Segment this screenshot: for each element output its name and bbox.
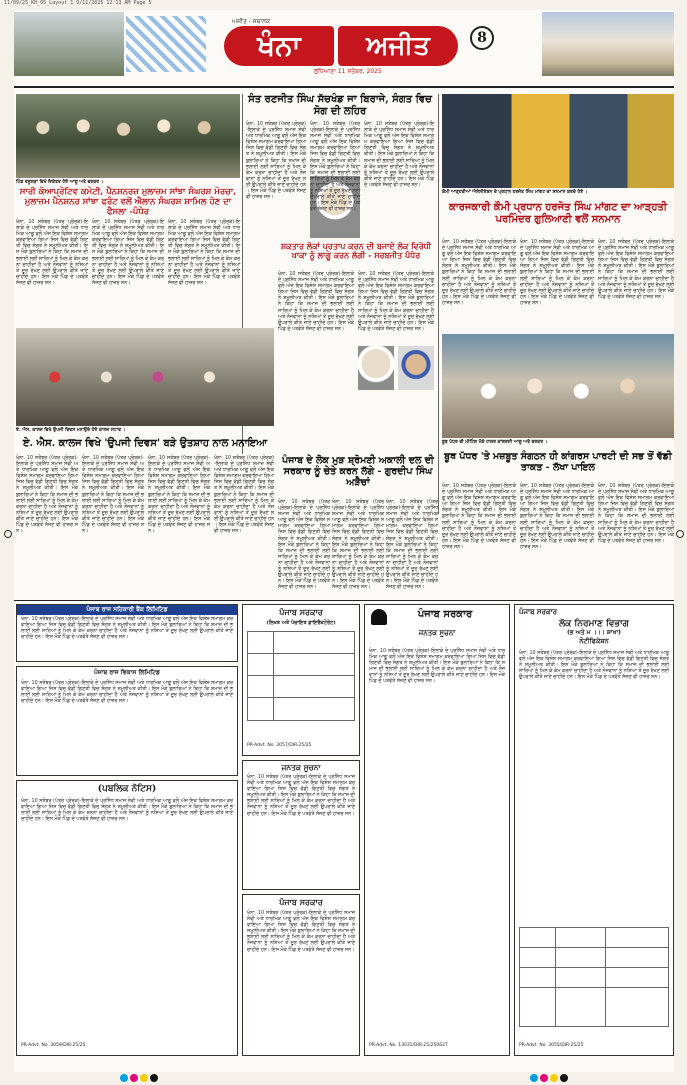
caption-college-hall: ਏ. ਐਸ. ਕਾਲਜ ਵਿਖੇ ਉਪਜੀ ਦਿਵਸ ਮਨਾਉਂਦੇ ਹੋਏ ਕਾਲਜ ਸਟਾਫ । bbox=[16, 428, 126, 433]
ad-janatak-mid-title: ਜਨਤਕ ਸੂਚਨਾ bbox=[281, 763, 321, 772]
table-line bbox=[519, 947, 669, 948]
registration-mark bbox=[676, 530, 684, 538]
text-sabhi-col1: ਖੰਨਾ, 10 ਸਤੰਬਰ (ਪੱਤਰ ਪ੍ਰੇਰਕ)-ਇਲਾਕੇ ਦੇ ਪ੍ਰਸਿੱਧ ਸਮਾਜ ਸੇਵੀ ਅਤੇ ਧਾਰਮਿਕ ਆਗੂ ਵਲੋਂ ਅੱਜ ਇਕ ਵਿਸ਼ੇਸ਼ ਸਮਾਗਮ ਕਰਵਾਇਆ ਗਿਆ ਜਿਸ ਵਿਚ ਵੱਡੀ ਗਿਣਤੀ ਵਿਚ ਸੰਗਤ ਨੇ ਸ਼ਮੂਲੀਅਤ ਕੀਤੀ। ਇਸ ਮੌਕੇ ਬੁਲਾਰਿਆਂ ਨੇ ਕਿਹਾ ਕਿ ਸਮਾਜ ਦੀ ਭਲਾਈ ਲਈ ਸਾਰਿਆਂ ਨੂੰ ਮਿਲ ਕੇ ਕੰਮ ਕਰਨਾ ਚਾਹੀਦਾ ਹੈ ਅਤੇ ਨੌਜਵਾਨਾਂ ਨੂੰ ਨਸ਼ਿਆਂ ਤੋਂ ਦੂਰ ਰੱਖਣ ਲਈ ਉਪਰਾਲੇ ਕੀਤੇ ਜਾਣੇ ਚਾਹੀਦੇ ਹਨ। ਇਸ ਮੌਕੇ ਪਿੰਡ ਦੇ ਪਤਵੰਤੇ ਸੱਜਣ ਵੀ ਹਾਜ਼ਰ ਸਨ। bbox=[16, 220, 88, 286]
ad-vikas bbox=[16, 666, 238, 776]
headline-booth: ਬੂਥ ਪੱਧਰ 'ਤੇ ਮਜ਼ਬੂਤ ਸੰਗਠਨ ਹੀ ਕਾਂਗਰਸ ਪਾਰਟੀ ਦੀ ਸਭ ਤੋਂ ਵੱਡੀ ਤਾਕਤ - ਲੱਖਾ ਪਾਇਲ bbox=[444, 451, 672, 473]
photo-portrait-a bbox=[358, 346, 394, 390]
ad-vikas-title: ਪੰਜਾਬ ਰਾਜ ਵਿਕਾਸ ਲਿਮਿਟਿਡ bbox=[94, 669, 160, 676]
caption-congress-group: ਬੂਥ ਪੱਧਰ ਦੀ ਮੀਟਿੰਗ ਮੌਕੇ ਹਾਜ਼ਰ ਕਾਂਗਰਸੀ ਆਗੂ ਅਤੇ ਵਰਕਰ । bbox=[442, 440, 548, 445]
table-line bbox=[273, 631, 274, 721]
ad-main-notice: ਜਨਤਕ ਸੂਚਨਾ bbox=[418, 628, 456, 637]
masthead-banner bbox=[214, 18, 464, 75]
text-sabhi-col2: ਖੰਨਾ, 10 ਸਤੰਬਰ (ਪੱਤਰ ਪ੍ਰੇਰਕ)-ਇਲਾਕੇ ਦੇ ਪ੍ਰਸਿੱਧ ਸਮਾਜ ਸੇਵੀ ਅਤੇ ਧਾਰਮਿਕ ਆਗੂ ਵਲੋਂ ਅੱਜ ਇਕ ਵਿਸ਼ੇਸ਼ ਸਮਾਗਮ ਕਰਵਾਇਆ ਗਿਆ ਜਿਸ ਵਿਚ ਵੱਡੀ ਗਿਣਤੀ ਵਿਚ ਸੰਗਤ ਨੇ ਸ਼ਮੂਲੀਅਤ ਕੀਤੀ। ਇਸ ਮੌਕੇ ਬੁਲਾਰਿਆਂ ਨੇ ਕਿਹਾ ਕਿ ਸਮਾਜ ਦੀ ਭਲਾਈ ਲਈ ਸਾਰਿਆਂ ਨੂੰ ਮਿਲ ਕੇ ਕੰਮ ਕਰਨਾ ਚਾਹੀਦਾ ਹੈ ਅਤੇ ਨੌਜਵਾਨਾਂ ਨੂੰ ਨਸ਼ਿਆਂ ਤੋਂ ਦੂਰ ਰੱਖਣ ਲਈ ਉਪਰਾਲੇ ਕੀਤੇ ਜਾਣੇ ਚਾਹੀਦੇ ਹਨ। ਇਸ ਮੌਕੇ ਪਿੰਡ ਦੇ ਪਤਵੰਤੇ ਸੱਜਣ ਵੀ ਹਾਜ਼ਰ ਸਨ। bbox=[92, 220, 164, 286]
color-swatch bbox=[560, 1074, 568, 1082]
table-line bbox=[605, 927, 606, 1027]
table-line bbox=[247, 653, 355, 654]
caption-shop: ਕੌਮੀ ਆੜ੍ਹਤੀਆਂ ਐਸੋਸੀਏਸ਼ਨ ਦੇ ਪ੍ਰਧਾਨ ਹਰਜੋਤ ਸਿੰਘ ਮਾਂਗਟ ਦਾ ਸਨਮਾਨ ਕਰਦੇ ਹੋਏ । bbox=[442, 190, 588, 195]
ad-lok-nirman-sub: (ਭ ਅਤੇ ਮ ।।। ਸ਼ਾਖਾ) bbox=[566, 629, 622, 636]
ad-main-text: ਖੰਨਾ, 10 ਸਤੰਬਰ (ਪੱਤਰ ਪ੍ਰੇਰਕ)-ਇਲਾਕੇ ਦੇ ਪ੍ਰਸਿੱਧ ਸਮਾਜ ਸੇਵੀ ਅਤੇ ਧਾਰਮਿਕ ਆਗੂ ਵਲੋਂ ਅੱਜ ਇਕ ਵਿਸ਼ੇਸ਼ ਸਮਾਗਮ ਕਰਵਾਇਆ ਗਿਆ ਜਿਸ ਵਿਚ ਵੱਡੀ ਗਿਣਤੀ ਵਿਚ ਸੰਗਤ ਨੇ ਸ਼ਮੂਲੀਅਤ ਕੀਤੀ। ਇਸ ਮੌਕੇ ਬੁਲਾਰਿਆਂ ਨੇ ਕਿਹਾ ਕਿ ਸਮਾਜ ਦੀ ਭਲਾਈ ਲਈ ਸਾਰਿਆਂ ਨੂੰ ਮਿਲ ਕੇ ਕੰਮ ਕਰਨਾ ਚਾਹੀਦਾ ਹੈ ਅਤੇ ਨੌਜਵਾਨਾਂ ਨੂੰ ਨਸ਼ਿਆਂ ਤੋਂ ਦੂਰ ਰੱਖਣ ਲਈ ਉਪਰਾਲੇ ਕੀਤੇ ਜਾਣੇ ਚਾਹੀਦੇ ਹਨ। ਇਸ ਮੌਕੇ ਪਿੰਡ ਦੇ ਪਤਵੰਤੇ ਸੱਜਣ ਵੀ ਹਾਜ਼ਰ ਸਨ। bbox=[369, 649, 505, 685]
ad-lok-nirman-pr: PR-Advt. No. 3055/DIR-25/25 bbox=[519, 1043, 584, 1048]
text-sant-col2: ਖੰਨਾ, 10 ਸਤੰਬਰ (ਪੱਤਰ ਪ੍ਰੇਰਕ)-ਇਲਾਕੇ ਦੇ ਪ੍ਰਸਿੱਧ ਸਮਾਜ ਸੇਵੀ ਅਤੇ ਧਾਰਮਿਕ ਆਗੂ ਵਲੋਂ ਅੱਜ ਇਕ ਵਿਸ਼ੇਸ਼ ਸਮਾਗਮ ਕਰਵਾਇਆ ਗਿਆ ਜਿਸ ਵਿਚ ਵੱਡੀ ਗਿਣਤੀ ਵਿਚ ਸੰਗਤ ਨੇ ਸ਼ਮੂਲੀਅਤ ਕੀਤੀ। ਇਸ ਮੌਕੇ ਬੁਲਾਰਿਆਂ ਨੇ ਕਿਹਾ ਕਿ ਸਮਾਜ ਦੀ ਭਲਾਈ ਲਈ ਸਾਰਿਆਂ ਨੂੰ ਮਿਲ ਕੇ ਕੰਮ ਕਰਨਾ ਚਾਹੀਦਾ ਹੈ ਅਤੇ ਨੌਜਵਾਨਾਂ ਨੂੰ ਨਸ਼ਿਆਂ ਤੋਂ ਦੂਰ ਰੱਖਣ ਲਈ ਉਪਰਾਲੇ ਕੀਤੇ ਜਾਣੇ ਚਾਹੀਦੇ ਹਨ। ਇਸ ਮੌਕੇ ਪਿੰਡ ਦੇ ਪਤਵੰਤੇ ਸੱਜਣ ਵੀ ਹਾਜ਼ਰ ਸਨ। bbox=[310, 122, 360, 213]
emblem-icon bbox=[371, 609, 387, 625]
text-akali-col2: ਖੰਨਾ, 10 ਸਤੰਬਰ (ਪੱਤਰ ਪ੍ਰੇਰਕ)-ਇਲਾਕੇ ਦੇ ਪ੍ਰਸਿੱਧ ਸਮਾਜ ਸੇਵੀ ਅਤੇ ਧਾਰਮਿਕ ਆਗੂ ਵਲੋਂ ਅੱਜ ਇਕ ਵਿਸ਼ੇਸ਼ ਸਮਾਗਮ ਕਰਵਾਇਆ ਗਿਆ ਜਿਸ ਵਿਚ ਵੱਡੀ ਗਿਣਤੀ ਵਿਚ ਸੰਗਤ ਨੇ ਸ਼ਮੂਲੀਅਤ ਕੀਤੀ। ਇਸ ਮੌਕੇ ਬੁਲਾਰਿਆਂ ਨੇ ਕਿਹਾ ਕਿ ਸਮਾਜ ਦੀ ਭਲਾਈ ਲਈ ਸਾਰਿਆਂ ਨੂੰ ਮਿਲ ਕੇ ਕੰਮ ਕਰਨਾ ਚਾਹੀਦਾ ਹੈ ਅਤੇ ਨੌਜਵਾਨਾਂ ਨੂੰ ਨਸ਼ਿਆਂ ਤੋਂ ਦੂਰ ਰੱਖਣ ਲਈ ਉਪਰਾਲੇ ਕੀਤੇ ਜਾਣੇ ਚਾਹੀਦੇ ਹਨ। ਇਸ ਮੌਕੇ ਪਿੰਡ ਦੇ ਪਤਵੰਤੇ ਸੱਜਣ ਵੀ ਹਾਜ਼ਰ ਸਨ। bbox=[332, 500, 384, 591]
text-sant-col3: ਖੰਨਾ, 10 ਸਤੰਬਰ (ਪੱਤਰ ਪ੍ਰੇਰਕ)-ਇਲਾਕੇ ਦੇ ਪ੍ਰਸਿੱਧ ਸਮਾਜ ਸੇਵੀ ਅਤੇ ਧਾਰਮਿਕ ਆਗੂ ਵਲੋਂ ਅੱਜ ਇਕ ਵਿਸ਼ੇਸ਼ ਸਮਾਗਮ ਕਰਵਾਇਆ ਗਿਆ ਜਿਸ ਵਿਚ ਵੱਡੀ ਗਿਣਤੀ ਵਿਚ ਸੰਗਤ ਨੇ ਸ਼ਮੂਲੀਅਤ ਕੀਤੀ। ਇਸ ਮੌਕੇ ਬੁਲਾਰਿਆਂ ਨੇ ਕਿਹਾ ਕਿ ਸਮਾਜ ਦੀ ਭਲਾਈ ਲਈ ਸਾਰਿਆਂ ਨੂੰ ਮਿਲ ਕੇ ਕੰਮ ਕਰਨਾ ਚਾਹੀਦਾ ਹੈ ਅਤੇ ਨੌਜਵਾਨਾਂ ਨੂੰ ਨਸ਼ਿਆਂ ਤੋਂ ਦੂਰ ਰੱਖਣ ਲਈ ਉਪਰਾਲੇ ਕੀਤੇ ਜਾਣੇ ਚਾਹੀਦੇ ਹਨ। ਇਸ ਮੌਕੇ ਪਿੰਡ ਦੇ ਪਤਵੰਤੇ ਸੱਜਣ ਵੀ ਹਾਜ਼ਰ ਸਨ। bbox=[364, 122, 434, 188]
photo-congress-group bbox=[442, 334, 674, 438]
headline-sant: ਸੰਤ ਰਣਜੀਤ ਸਿੰਘ ਸੱਚਖੰਡ ਜਾ ਬਿਰਾਜੇ, ਸੰਗਤ ਵਿਚ ਸੋਗ ਦੀ ਲਹਿਰ bbox=[248, 94, 432, 117]
ad-punjab-sarkar-main bbox=[364, 604, 510, 1056]
table-line bbox=[247, 697, 355, 698]
ad-punjab-sarkar-low bbox=[242, 894, 360, 1056]
ad-janatak-mid bbox=[242, 760, 360, 890]
ad-punjab-sarkar-mid-title: ਪੰਜਾਬ ਸਰਕਾਰ bbox=[279, 607, 323, 617]
text-shakar-col2: ਖੰਨਾ, 10 ਸਤੰਬਰ (ਪੱਤਰ ਪ੍ਰੇਰਕ)-ਇਲਾਕੇ ਦੇ ਪ੍ਰਸਿੱਧ ਸਮਾਜ ਸੇਵੀ ਅਤੇ ਧਾਰਮਿਕ ਆਗੂ ਵਲੋਂ ਅੱਜ ਇਕ ਵਿਸ਼ੇਸ਼ ਸਮਾਗਮ ਕਰਵਾਇਆ ਗਿਆ ਜਿਸ ਵਿਚ ਵੱਡੀ ਗਿਣਤੀ ਵਿਚ ਸੰਗਤ ਨੇ ਸ਼ਮੂਲੀਅਤ ਕੀਤੀ। ਇਸ ਮੌਕੇ ਬੁਲਾਰਿਆਂ ਨੇ ਕਿਹਾ ਕਿ ਸਮਾਜ ਦੀ ਭਲਾਈ ਲਈ ਸਾਰਿਆਂ ਨੂੰ ਮਿਲ ਕੇ ਕੰਮ ਕਰਨਾ ਚਾਹੀਦਾ ਹੈ ਅਤੇ ਨੌਜਵਾਨਾਂ ਨੂੰ ਨਸ਼ਿਆਂ ਤੋਂ ਦੂਰ ਰੱਖਣ ਲਈ ਉਪਰਾਲੇ ਕੀਤੇ ਜਾਣੇ ਚਾਹੀਦੇ ਹਨ। ਇਸ ਮੌਕੇ ਪਿੰਡ ਦੇ ਪਤਵੰਤੇ ਸੱਜਣ ਵੀ ਹਾਜ਼ਰ ਸਨ। bbox=[358, 272, 434, 332]
ad-public-notice-title: (ਪਬਲਿਕ ਨੋਟਿਸ) bbox=[97, 784, 157, 794]
ad-main-title: ਪੰਜਾਬ ਸਰਕਾਰ bbox=[417, 609, 473, 620]
masthead-small-text: ਅਜੀਤ - ਸਥਾਨਕ bbox=[232, 18, 271, 25]
text-college-col3: ਖੰਨਾ, 10 ਸਤੰਬਰ (ਪੱਤਰ ਪ੍ਰੇਰਕ)-ਇਲਾਕੇ ਦੇ ਪ੍ਰਸਿੱਧ ਸਮਾਜ ਸੇਵੀ ਅਤੇ ਧਾਰਮਿਕ ਆਗੂ ਵਲੋਂ ਅੱਜ ਇਕ ਵਿਸ਼ੇਸ਼ ਸਮਾਗਮ ਕਰਵਾਇਆ ਗਿਆ ਜਿਸ ਵਿਚ ਵੱਡੀ ਗਿਣਤੀ ਵਿਚ ਸੰਗਤ ਨੇ ਸ਼ਮੂਲੀਅਤ ਕੀਤੀ। ਇਸ ਮੌਕੇ ਬੁਲਾਰਿਆਂ ਨੇ ਕਿਹਾ ਕਿ ਸਮਾਜ ਦੀ ਭਲਾਈ ਲਈ ਸਾਰਿਆਂ ਨੂੰ ਮਿਲ ਕੇ ਕੰਮ ਕਰਨਾ ਚਾਹੀਦਾ ਹੈ ਅਤੇ ਨੌਜਵਾਨਾਂ ਨੂੰ ਨਸ਼ਿਆਂ ਤੋਂ ਦੂਰ ਰੱਖਣ ਲਈ ਉਪਰਾਲੇ ਕੀਤੇ ਜਾਣੇ ਚਾਹੀਦੇ ਹਨ। ਇਸ ਮੌਕੇ ਪਿੰਡ ਦੇ ਪਤਵੰਤੇ ਸੱਜਣ ਵੀ ਹਾਜ਼ਰ ਸਨ। bbox=[148, 456, 210, 535]
text-booth-col1: ਖੰਨਾ, 10 ਸਤੰਬਰ (ਪੱਤਰ ਪ੍ਰੇਰਕ)-ਇਲਾਕੇ ਦੇ ਪ੍ਰਸਿੱਧ ਸਮਾਜ ਸੇਵੀ ਅਤੇ ਧਾਰਮਿਕ ਆਗੂ ਵਲੋਂ ਅੱਜ ਇਕ ਵਿਸ਼ੇਸ਼ ਸਮਾਗਮ ਕਰਵਾਇਆ ਗਿਆ ਜਿਸ ਵਿਚ ਵੱਡੀ ਗਿਣਤੀ ਵਿਚ ਸੰਗਤ ਨੇ ਸ਼ਮੂਲੀਅਤ ਕੀਤੀ। ਇਸ ਮੌਕੇ ਬੁਲਾਰਿਆਂ ਨੇ ਕਿਹਾ ਕਿ ਸਮਾਜ ਦੀ ਭਲਾਈ ਲਈ ਸਾਰਿਆਂ ਨੂੰ ਮਿਲ ਕੇ ਕੰਮ ਕਰਨਾ ਚਾਹੀਦਾ ਹੈ ਅਤੇ ਨੌਜਵਾਨਾਂ ਨੂੰ ਨਸ਼ਿਆਂ ਤੋਂ ਦੂਰ ਰੱਖਣ ਲਈ ਉਪਰਾਲੇ ਕੀਤੇ ਜਾਣੇ ਚਾਹੀਦੇ ਹਨ। ਇਸ ਮੌਕੇ ਪਿੰਡ ਦੇ ਪਤਵੰਤੇ ਸੱਜਣ ਵੀ ਹਾਜ਼ਰ ਸਨ। bbox=[442, 484, 516, 550]
ad-vikas-text: ਖੰਨਾ, 10 ਸਤੰਬਰ (ਪੱਤਰ ਪ੍ਰੇਰਕ)-ਇਲਾਕੇ ਦੇ ਪ੍ਰਸਿੱਧ ਸਮਾਜ ਸੇਵੀ ਅਤੇ ਧਾਰਮਿਕ ਆਗੂ ਵਲੋਂ ਅੱਜ ਇਕ ਵਿਸ਼ੇਸ਼ ਸਮਾਗਮ ਕਰਵਾਇਆ ਗਿਆ ਜਿਸ ਵਿਚ ਵੱਡੀ ਗਿਣਤੀ ਵਿਚ ਸੰਗਤ ਨੇ ਸ਼ਮੂਲੀਅਤ ਕੀਤੀ। ਇਸ ਮੌਕੇ ਬੁਲਾਰਿਆਂ ਨੇ ਕਿਹਾ ਕਿ ਸਮਾਜ ਦੀ ਭਲਾਈ ਲਈ ਸਾਰਿਆਂ ਨੂੰ ਮਿਲ ਕੇ ਕੰਮ ਕਰਨਾ ਚਾਹੀਦਾ ਹੈ ਅਤੇ ਨੌਜਵਾਨਾਂ ਨੂੰ ਨਸ਼ਿਆਂ ਤੋਂ ਦੂਰ ਰੱਖਣ ਲਈ ਉਪਰਾਲੇ ਕੀਤੇ ਜਾਣੇ ਚਾਹੀਦੇ ਹਨ। ਇਸ ਮੌਕੇ ਪਿੰਡ ਦੇ ਪਤਵੰਤੇ ਸੱਜਣ ਵੀ ਹਾਜ਼ਰ ਸਨ। bbox=[21, 681, 233, 705]
text-sabhi-col3: ਖੰਨਾ, 10 ਸਤੰਬਰ (ਪੱਤਰ ਪ੍ਰੇਰਕ)-ਇਲਾਕੇ ਦੇ ਪ੍ਰਸਿੱਧ ਸਮਾਜ ਸੇਵੀ ਅਤੇ ਧਾਰਮਿਕ ਆਗੂ ਵਲੋਂ ਅੱਜ ਇਕ ਵਿਸ਼ੇਸ਼ ਸਮਾਗਮ ਕਰਵਾਇਆ ਗਿਆ ਜਿਸ ਵਿਚ ਵੱਡੀ ਗਿਣਤੀ ਵਿਚ ਸੰਗਤ ਨੇ ਸ਼ਮੂਲੀਅਤ ਕੀਤੀ। ਇਸ ਮੌਕੇ ਬੁਲਾਰਿਆਂ ਨੇ ਕਿਹਾ ਕਿ ਸਮਾਜ ਦੀ ਭਲਾਈ ਲਈ ਸਾਰਿਆਂ ਨੂੰ ਮਿਲ ਕੇ ਕੰਮ ਕਰਨਾ ਚਾਹੀਦਾ ਹੈ ਅਤੇ ਨੌਜਵਾਨਾਂ ਨੂੰ ਨਸ਼ਿਆਂ ਤੋਂ ਦੂਰ ਰੱਖਣ ਲਈ ਉਪਰਾਲੇ ਕੀਤੇ ਜਾਣੇ ਚਾਹੀਦੇ ਹਨ। ਇਸ ਮੌਕੇ ਪਿੰਡ ਦੇ ਪਤਵੰਤੇ ਸੱਜਣ ਵੀ ਹਾਜ਼ਰ ਸਨ। bbox=[168, 220, 240, 286]
ad-lok-nirman bbox=[514, 604, 674, 1056]
ad-janatak-mid-text: ਖੰਨਾ, 10 ਸਤੰਬਰ (ਪੱਤਰ ਪ੍ਰੇਰਕ)-ਇਲਾਕੇ ਦੇ ਪ੍ਰਸਿੱਧ ਸਮਾਜ ਸੇਵੀ ਅਤੇ ਧਾਰਮਿਕ ਆਗੂ ਵਲੋਂ ਅੱਜ ਇਕ ਵਿਸ਼ੇਸ਼ ਸਮਾਗਮ ਕਰਵਾਇਆ ਗਿਆ ਜਿਸ ਵਿਚ ਵੱਡੀ ਗਿਣਤੀ ਵਿਚ ਸੰਗਤ ਨੇ ਸ਼ਮੂਲੀਅਤ ਕੀਤੀ। ਇਸ ਮੌਕੇ ਬੁਲਾਰਿਆਂ ਨੇ ਕਿਹਾ ਕਿ ਸਮਾਜ ਦੀ ਭਲਾਈ ਲਈ ਸਾਰਿਆਂ ਨੂੰ ਮਿਲ ਕੇ ਕੰਮ ਕਰਨਾ ਚਾਹੀਦਾ ਹੈ ਅਤੇ ਨੌਜਵਾਨਾਂ ਨੂੰ ਨਸ਼ਿਆਂ ਤੋਂ ਦੂਰ ਰੱਖਣ ਲਈ ਉਪਰਾਲੇ ਕੀਤੇ ਜਾਣੇ ਚਾਹੀਦੇ ਹਨ। ਇਸ ਮੌਕੇ ਪਿੰਡ ਦੇ ਪਤਵੰਤੇ ਸੱਜਣ ਵੀ ਹਾਜ਼ਰ ਸਨ। bbox=[247, 775, 355, 817]
headline-sabhi: ਸਾਰੀ ਕੋਆਪ੍ਰੇਟਿਵ ਕਮੇਟੀ, ਪੈਨਸ਼ਨਰਜ਼ ਮੁਲਾਜ਼ਮ ਸਾਂਝਾ ਸੰਘਰਸ਼ ਮੋਰਚਾ, ਮੁਲਾਜ਼ਮ ਪੈਨਸ਼ਨਰ ਸਾਂਝਾ ਫਰੰਟ ਵਲੋਂ ਐਲਾਨ ਸੰਘਰਸ਼ ਸ਼ਾਮਿਲ ਹੋਣ ਦਾ ਫੈਸਲਾ -ਪੰਧੇਰ bbox=[19, 187, 237, 217]
divider bbox=[438, 94, 439, 514]
ad-sahkari-title: ਪੰਜਾਬ ਰਾਜ ਸਹਿਕਾਰੀ ਬੈਂਕ ਲਿਮਿਟਿਡ bbox=[17, 605, 237, 615]
ad-lok-table bbox=[519, 927, 669, 1027]
table-line bbox=[555, 927, 556, 1027]
color-swatch bbox=[540, 1074, 548, 1082]
page-number: 8 bbox=[470, 26, 494, 50]
ad-public-notice-pr: PR-Advt. No. 3059/DIR-25/25 bbox=[21, 1043, 86, 1048]
text-college-col2: ਖੰਨਾ, 10 ਸਤੰਬਰ (ਪੱਤਰ ਪ੍ਰੇਰਕ)-ਇਲਾਕੇ ਦੇ ਪ੍ਰਸਿੱਧ ਸਮਾਜ ਸੇਵੀ ਅਤੇ ਧਾਰਮਿਕ ਆਗੂ ਵਲੋਂ ਅੱਜ ਇਕ ਵਿਸ਼ੇਸ਼ ਸਮਾਗਮ ਕਰਵਾਇਆ ਗਿਆ ਜਿਸ ਵਿਚ ਵੱਡੀ ਗਿਣਤੀ ਵਿਚ ਸੰਗਤ ਨੇ ਸ਼ਮੂਲੀਅਤ ਕੀਤੀ। ਇਸ ਮੌਕੇ ਬੁਲਾਰਿਆਂ ਨੇ ਕਿਹਾ ਕਿ ਸਮਾਜ ਦੀ ਭਲਾਈ ਲਈ ਸਾਰਿਆਂ ਨੂੰ ਮਿਲ ਕੇ ਕੰਮ ਕਰਨਾ ਚਾਹੀਦਾ ਹੈ ਅਤੇ ਨੌਜਵਾਨਾਂ ਨੂੰ ਨਸ਼ਿਆਂ ਤੋਂ ਦੂਰ ਰੱਖਣ ਲਈ ਉਪਰਾਲੇ ਕੀਤੇ ਜਾਣੇ ਚਾਹੀਦੇ ਹਨ। ਇਸ ਮੌਕੇ ਪਿੰਡ ਦੇ ਪਤਵੰਤੇ ਸੱਜਣ ਵੀ ਹਾਜ਼ਰ ਸਨ। bbox=[82, 456, 144, 535]
ad-main-pr: PR-Advt. No. 13031/DIR-25/250627 bbox=[369, 1043, 448, 1048]
masthead-photo-left bbox=[14, 12, 124, 76]
ad-lok-nirman-gov: ਪੰਜਾਬ ਸਰਕਾਰ bbox=[519, 607, 558, 616]
ad-lok-nirman-text: ਖੰਨਾ, 10 ਸਤੰਬਰ (ਪੱਤਰ ਪ੍ਰੇਰਕ)-ਇਲਾਕੇ ਦੇ ਪ੍ਰਸਿੱਧ ਸਮਾਜ ਸੇਵੀ ਅਤੇ ਧਾਰਮਿਕ ਆਗੂ ਵਲੋਂ ਅੱਜ ਇਕ ਵਿਸ਼ੇਸ਼ ਸਮਾਗਮ ਕਰਵਾਇਆ ਗਿਆ ਜਿਸ ਵਿਚ ਵੱਡੀ ਗਿਣਤੀ ਵਿਚ ਸੰਗਤ ਨੇ ਸ਼ਮੂਲੀਅਤ ਕੀਤੀ। ਇਸ ਮੌਕੇ ਬੁਲਾਰਿਆਂ ਨੇ ਕਿਹਾ ਕਿ ਸਮਾਜ ਦੀ ਭਲਾਈ ਲਈ ਸਾਰਿਆਂ ਨੂੰ ਮਿਲ ਕੇ ਕੰਮ ਕਰਨਾ ਚਾਹੀਦਾ ਹੈ ਅਤੇ ਨੌਜਵਾਨਾਂ ਨੂੰ ਨਸ਼ਿਆਂ ਤੋਂ ਦੂਰ ਰੱਖਣ ਲਈ ਉਪਰਾਲੇ ਕੀਤੇ ਜਾਣੇ ਚਾਹੀਦੇ ਹਨ। ਇਸ ਮੌਕੇ ਪਿੰਡ ਦੇ ਪਤਵੰਤੇ ਸੱਜਣ ਵੀ ਹਾਜ਼ਰ ਸਨ। bbox=[519, 651, 669, 681]
masthead-rule bbox=[14, 86, 674, 88]
color-swatch bbox=[140, 1074, 148, 1082]
photo-portrait-b bbox=[398, 346, 434, 390]
ad-mid-pr: PR-Advt. No. 3057/DIR-25/25 bbox=[247, 743, 312, 748]
headline-as-college: ਏ. ਐਸ. ਕਾਲਜ ਵਿਖੇ 'ਉਪਜੀ ਦਿਵਸ' ਬੜੇ ਉਤਸ਼ਾਹ ਨਾਲ ਮਨਾਇਆ bbox=[22, 438, 268, 449]
ad-public-notice bbox=[16, 780, 238, 1056]
text-akali-col1: ਖੰਨਾ, 10 ਸਤੰਬਰ (ਪੱਤਰ ਪ੍ਰੇਰਕ)-ਇਲਾਕੇ ਦੇ ਪ੍ਰਸਿੱਧ ਸਮਾਜ ਸੇਵੀ ਅਤੇ ਧਾਰਮਿਕ ਆਗੂ ਵਲੋਂ ਅੱਜ ਇਕ ਵਿਸ਼ੇਸ਼ ਸਮਾਗਮ ਕਰਵਾਇਆ ਗਿਆ ਜਿਸ ਵਿਚ ਵੱਡੀ ਗਿਣਤੀ ਵਿਚ ਸੰਗਤ ਨੇ ਸ਼ਮੂਲੀਅਤ ਕੀਤੀ। ਇਸ ਮੌਕੇ ਬੁਲਾਰਿਆਂ ਨੇ ਕਿਹਾ ਕਿ ਸਮਾਜ ਦੀ ਭਲਾਈ ਲਈ ਸਾਰਿਆਂ ਨੂੰ ਮਿਲ ਕੇ ਕੰਮ ਕਰਨਾ ਚਾਹੀਦਾ ਹੈ ਅਤੇ ਨੌਜਵਾਨਾਂ ਨੂੰ ਨਸ਼ਿਆਂ ਤੋਂ ਦੂਰ ਰੱਖਣ ਲਈ ਉਪਰਾਲੇ ਕੀਤੇ ਜਾਣੇ ਚਾਹੀਦੇ ਹਨ। ਇਸ ਮੌਕੇ ਪਿੰਡ ਦੇ ਪਤਵੰਤੇ ਸੱਜਣ ਵੀ ਹਾਜ਼ਰ ਸਨ। bbox=[278, 500, 330, 591]
color-swatch bbox=[530, 1074, 538, 1082]
newspaper-page bbox=[14, 10, 674, 1072]
text-akali-col3: ਖੰਨਾ, 10 ਸਤੰਬਰ (ਪੱਤਰ ਪ੍ਰੇਰਕ)-ਇਲਾਕੇ ਦੇ ਪ੍ਰਸਿੱਧ ਸਮਾਜ ਸੇਵੀ ਅਤੇ ਧਾਰਮਿਕ ਆਗੂ ਵਲੋਂ ਅੱਜ ਇਕ ਵਿਸ਼ੇਸ਼ ਸਮਾਗਮ ਕਰਵਾਇਆ ਗਿਆ ਜਿਸ ਵਿਚ ਵੱਡੀ ਗਿਣਤੀ ਵਿਚ ਸੰਗਤ ਨੇ ਸ਼ਮੂਲੀਅਤ ਕੀਤੀ। ਇਸ ਮੌਕੇ ਬੁਲਾਰਿਆਂ ਨੇ ਕਿਹਾ ਕਿ ਸਮਾਜ ਦੀ ਭਲਾਈ ਲਈ ਸਾਰਿਆਂ ਨੂੰ ਮਿਲ ਕੇ ਕੰਮ ਕਰਨਾ ਚਾਹੀਦਾ ਹੈ ਅਤੇ ਨੌਜਵਾਨਾਂ ਨੂੰ ਨਸ਼ਿਆਂ ਤੋਂ ਦੂਰ ਰੱਖਣ ਲਈ ਉਪਰਾਲੇ ਕੀਤੇ ਜਾਣੇ ਚਾਹੀਦੇ ਹਨ। ਇਸ ਮੌਕੇ ਪਿੰਡ ਦੇ ਪਤਵੰਤੇ ਸੱਜਣ ਵੀ ਹਾਜ਼ਰ ਸਨ। bbox=[386, 500, 438, 591]
registration-mark bbox=[4, 530, 12, 538]
photo-meeting bbox=[16, 94, 240, 178]
color-swatch bbox=[150, 1074, 158, 1082]
table-line bbox=[519, 987, 669, 988]
masthead bbox=[14, 12, 674, 90]
table-line bbox=[519, 967, 669, 968]
text-booth-col3: ਖੰਨਾ, 10 ਸਤੰਬਰ (ਪੱਤਰ ਪ੍ਰੇਰਕ)-ਇਲਾਕੇ ਦੇ ਪ੍ਰਸਿੱਧ ਸਮਾਜ ਸੇਵੀ ਅਤੇ ਧਾਰਮਿਕ ਆਗੂ ਵਲੋਂ ਅੱਜ ਇਕ ਵਿਸ਼ੇਸ਼ ਸਮਾਗਮ ਕਰਵਾਇਆ ਗਿਆ ਜਿਸ ਵਿਚ ਵੱਡੀ ਗਿਣਤੀ ਵਿਚ ਸੰਗਤ ਨੇ ਸ਼ਮੂਲੀਅਤ ਕੀਤੀ। ਇਸ ਮੌਕੇ ਬੁਲਾਰਿਆਂ ਨੇ ਕਿਹਾ ਕਿ ਸਮਾਜ ਦੀ ਭਲਾਈ ਲਈ ਸਾਰਿਆਂ ਨੂੰ ਮਿਲ ਕੇ ਕੰਮ ਕਰਨਾ ਚਾਹੀਦਾ ਹੈ ਅਤੇ ਨੌਜਵਾਨਾਂ ਨੂੰ ਨਸ਼ਿਆਂ ਤੋਂ ਦੂਰ ਰੱਖਣ ਲਈ ਉਪਰਾਲੇ ਕੀਤੇ ਜਾਣੇ ਚਾਹੀਦੇ ਹਨ। ਇਸ ਮੌਕੇ ਪਿੰਡ ਦੇ ਪਤਵੰਤੇ ਸੱਜਣ ਵੀ ਹਾਜ਼ਰ ਸਨ। bbox=[598, 484, 674, 544]
color-swatch bbox=[130, 1074, 138, 1082]
text-college-col1: ਖੰਨਾ, 10 ਸਤੰਬਰ (ਪੱਤਰ ਪ੍ਰੇਰਕ)-ਇਲਾਕੇ ਦੇ ਪ੍ਰਸਿੱਧ ਸਮਾਜ ਸੇਵੀ ਅਤੇ ਧਾਰਮਿਕ ਆਗੂ ਵਲੋਂ ਅੱਜ ਇਕ ਵਿਸ਼ੇਸ਼ ਸਮਾਗਮ ਕਰਵਾਇਆ ਗਿਆ ਜਿਸ ਵਿਚ ਵੱਡੀ ਗਿਣਤੀ ਵਿਚ ਸੰਗਤ ਨੇ ਸ਼ਮੂਲੀਅਤ ਕੀਤੀ। ਇਸ ਮੌਕੇ ਬੁਲਾਰਿਆਂ ਨੇ ਕਿਹਾ ਕਿ ਸਮਾਜ ਦੀ ਭਲਾਈ ਲਈ ਸਾਰਿਆਂ ਨੂੰ ਮਿਲ ਕੇ ਕੰਮ ਕਰਨਾ ਚਾਹੀਦਾ ਹੈ ਅਤੇ ਨੌਜਵਾਨਾਂ ਨੂੰ ਨਸ਼ਿਆਂ ਤੋਂ ਦੂਰ ਰੱਖਣ ਲਈ ਉਪਰਾਲੇ ਕੀਤੇ ਜਾਣੇ ਚਾਹੀਦੇ ਹਨ। ਇਸ ਮੌਕੇ ਪਿੰਡ ਦੇ ਪਤਵੰਤੇ ਸੱਜਣ ਵੀ ਹਾਜ਼ਰ ਸਨ। bbox=[16, 456, 78, 535]
ad-sahkari-bank bbox=[16, 604, 238, 662]
ad-public-notice-text: ਖੰਨਾ, 10 ਸਤੰਬਰ (ਪੱਤਰ ਪ੍ਰੇਰਕ)-ਇਲਾਕੇ ਦੇ ਪ੍ਰਸਿੱਧ ਸਮਾਜ ਸੇਵੀ ਅਤੇ ਧਾਰਮਿਕ ਆਗੂ ਵਲੋਂ ਅੱਜ ਇਕ ਵਿਸ਼ੇਸ਼ ਸਮਾਗਮ ਕਰਵਾਇਆ ਗਿਆ ਜਿਸ ਵਿਚ ਵੱਡੀ ਗਿਣਤੀ ਵਿਚ ਸੰਗਤ ਨੇ ਸ਼ਮੂਲੀਅਤ ਕੀਤੀ। ਇਸ ਮੌਕੇ ਬੁਲਾਰਿਆਂ ਨੇ ਕਿਹਾ ਕਿ ਸਮਾਜ ਦੀ ਭਲਾਈ ਲਈ ਸਾਰਿਆਂ ਨੂੰ ਮਿਲ ਕੇ ਕੰਮ ਕਰਨਾ ਚਾਹੀਦਾ ਹੈ ਅਤੇ ਨੌਜਵਾਨਾਂ ਨੂੰ ਨਸ਼ਿਆਂ ਤੋਂ ਦੂਰ ਰੱਖਣ ਲਈ ਉਪਰਾਲੇ ਕੀਤੇ ਜਾਣੇ ਚਾਹੀਦੇ ਹਨ। ਇਸ ਮੌਕੇ ਪਿੰਡ ਦੇ ਪਤਵੰਤੇ ਸੱਜਣ ਵੀ ਹਾਜ਼ਰ ਸਨ। bbox=[21, 799, 233, 823]
photo-college-hall bbox=[16, 328, 274, 426]
text-karjkari-col2: ਖੰਨਾ, 10 ਸਤੰਬਰ (ਪੱਤਰ ਪ੍ਰੇਰਕ)-ਇਲਾਕੇ ਦੇ ਪ੍ਰਸਿੱਧ ਸਮਾਜ ਸੇਵੀ ਅਤੇ ਧਾਰਮਿਕ ਆਗੂ ਵਲੋਂ ਅੱਜ ਇਕ ਵਿਸ਼ੇਸ਼ ਸਮਾਗਮ ਕਰਵਾਇਆ ਗਿਆ ਜਿਸ ਵਿਚ ਵੱਡੀ ਗਿਣਤੀ ਵਿਚ ਸੰਗਤ ਨੇ ਸ਼ਮੂਲੀਅਤ ਕੀਤੀ। ਇਸ ਮੌਕੇ ਬੁਲਾਰਿਆਂ ਨੇ ਕਿਹਾ ਕਿ ਸਮਾਜ ਦੀ ਭਲਾਈ ਲਈ ਸਾਰਿਆਂ ਨੂੰ ਮਿਲ ਕੇ ਕੰਮ ਕਰਨਾ ਚਾਹੀਦਾ ਹੈ ਅਤੇ ਨੌਜਵਾਨਾਂ ਨੂੰ ਨਸ਼ਿਆਂ ਤੋਂ ਦੂਰ ਰੱਖਣ ਲਈ ਉਪਰਾਲੇ ਕੀਤੇ ਜਾਣੇ ਚਾਹੀਦੇ ਹਨ। ਇਸ ਮੌਕੇ ਪਿੰਡ ਦੇ ਪਤਵੰਤੇ ਸੱਜਣ ਵੀ ਹਾਜ਼ਰ ਸਨ। bbox=[520, 240, 594, 306]
caption-meeting: ਪਿੰਡ ਰਸੂਲੜਾ ਵਿਖੇ ਇਕੱਤਰ ਹੋਏ ਆਗੂ ਅਤੇ ਵਰਕਰ । bbox=[16, 180, 104, 185]
color-swatch bbox=[550, 1074, 558, 1082]
ad-punjab-sarkar-mid-sub: (ਲਿਖਤ ਅਤੇ ਪੰਚਾਇਤ ਡਾਇਰੈਕਟੋਰੇਟ) bbox=[266, 620, 336, 626]
ad-punjab-sarkar-mid bbox=[242, 604, 360, 756]
masthead-pattern bbox=[126, 16, 206, 72]
headline-karjkari: ਕਾਰਜਕਾਰੀ ਕੌਮੀ ਪ੍ਰਧਾਨ ਹਰਜੋਤ ਸਿੰਘ ਮਾਂਗਟ ਦਾ ਆੜ੍ਹਤੀ ਪਰਮਿੰਦਰ ਗੁਲਿਆਣੀ ਵਲੋਂ ਸਨਮਾਨ bbox=[449, 202, 667, 225]
masthead-ajit: ਅਜੀਤ bbox=[338, 26, 458, 66]
ad-sahkari-text: ਖੰਨਾ, 10 ਸਤੰਬਰ (ਪੱਤਰ ਪ੍ਰੇਰਕ)-ਇਲਾਕੇ ਦੇ ਪ੍ਰਸਿੱਧ ਸਮਾਜ ਸੇਵੀ ਅਤੇ ਧਾਰਮਿਕ ਆਗੂ ਵਲੋਂ ਅੱਜ ਇਕ ਵਿਸ਼ੇਸ਼ ਸਮਾਗਮ ਕਰਵਾਇਆ ਗਿਆ ਜਿਸ ਵਿਚ ਵੱਡੀ ਗਿਣਤੀ ਵਿਚ ਸੰਗਤ ਨੇ ਸ਼ਮੂਲੀਅਤ ਕੀਤੀ। ਇਸ ਮੌਕੇ ਬੁਲਾਰਿਆਂ ਨੇ ਕਿਹਾ ਕਿ ਸਮਾਜ ਦੀ ਭਲਾਈ ਲਈ ਸਾਰਿਆਂ ਨੂੰ ਮਿਲ ਕੇ ਕੰਮ ਕਰਨਾ ਚਾਹੀਦਾ ਹੈ ਅਤੇ ਨੌਜਵਾਨਾਂ ਨੂੰ ਨਸ਼ਿਆਂ ਤੋਂ ਦੂਰ ਰੱਖਣ ਲਈ ਉਪਰਾਲੇ ਕੀਤੇ ਜਾਣੇ ਚਾਹੀਦੇ ਹਨ। ਇਸ ਮੌਕੇ ਪਿੰਡ ਦੇ ਪਤਵੰਤੇ ਸੱਜਣ ਵੀ ਹਾਜ਼ਰ ਸਨ। bbox=[21, 617, 233, 641]
headline-punjab-akali: ਪੰਜਾਬ ਦੇ ਲੋਕ ਮੁੜ ਸ਼੍ਰੋਮਣੀ ਅਕਾਲੀ ਦਲ ਦੀ ਸਰਕਾਰ ਨੂੰ ਚੇਤੇ ਕਰਨ ਲੱਗੇ - ਗੁਰਦੀਪ ਸਿੰਘ ਅੜੈਚਾਂ bbox=[282, 455, 434, 488]
ad-punjab-sarkar-low-title: ਪੰਜਾਬ ਸਰਕਾਰ bbox=[279, 897, 323, 907]
headline-shakar: ਸ਼ਕਤਾਰ ਲੋਕਾਂ ਪ੍ਰਤਾਪ ਕਰਨ ਦੀ ਬਜਾਏ ਲੋਕ ਵਿਰੋਧੀ ਖਾਕਾ ਨੂੰ ਲਾਗੂ ਕਰਨ ਲੱਗੀ - ਸਰਬਜੀਤ ਪੰਧੇਰ bbox=[280, 241, 432, 261]
text-booth-col2: ਖੰਨਾ, 10 ਸਤੰਬਰ (ਪੱਤਰ ਪ੍ਰੇਰਕ)-ਇਲਾਕੇ ਦੇ ਪ੍ਰਸਿੱਧ ਸਮਾਜ ਸੇਵੀ ਅਤੇ ਧਾਰਮਿਕ ਆਗੂ ਵਲੋਂ ਅੱਜ ਇਕ ਵਿਸ਼ੇਸ਼ ਸਮਾਗਮ ਕਰਵਾਇਆ ਗਿਆ ਜਿਸ ਵਿਚ ਵੱਡੀ ਗਿਣਤੀ ਵਿਚ ਸੰਗਤ ਨੇ ਸ਼ਮੂਲੀਅਤ ਕੀਤੀ। ਇਸ ਮੌਕੇ ਬੁਲਾਰਿਆਂ ਨੇ ਕਿਹਾ ਕਿ ਸਮਾਜ ਦੀ ਭਲਾਈ ਲਈ ਸਾਰਿਆਂ ਨੂੰ ਮਿਲ ਕੇ ਕੰਮ ਕਰਨਾ ਚਾਹੀਦਾ ਹੈ ਅਤੇ ਨੌਜਵਾਨਾਂ ਨੂੰ ਨਸ਼ਿਆਂ ਤੋਂ ਦੂਰ ਰੱਖਣ ਲਈ ਉਪਰਾਲੇ ਕੀਤੇ ਜਾਣੇ ਚਾਹੀਦੇ ਹਨ। ਇਸ ਮੌਕੇ ਪਿੰਡ ਦੇ ਪਤਵੰਤੇ ਸੱਜਣ ਵੀ ਹਾਜ਼ਰ ਸਨ। bbox=[520, 484, 594, 550]
color-swatch bbox=[120, 1074, 128, 1082]
masthead-date: ਲੁਧਿਆਣਾ 11 ਸਤੰਬਰ, 2025 bbox=[314, 68, 382, 75]
ad-lok-nirman-title: ਲੋਕ ਨਿਰਮਾਣ ਵਿਭਾਗ bbox=[559, 619, 629, 629]
text-karjkari-col1: ਖੰਨਾ, 10 ਸਤੰਬਰ (ਪੱਤਰ ਪ੍ਰੇਰਕ)-ਇਲਾਕੇ ਦੇ ਪ੍ਰਸਿੱਧ ਸਮਾਜ ਸੇਵੀ ਅਤੇ ਧਾਰਮਿਕ ਆਗੂ ਵਲੋਂ ਅੱਜ ਇਕ ਵਿਸ਼ੇਸ਼ ਸਮਾਗਮ ਕਰਵਾਇਆ ਗਿਆ ਜਿਸ ਵਿਚ ਵੱਡੀ ਗਿਣਤੀ ਵਿਚ ਸੰਗਤ ਨੇ ਸ਼ਮੂਲੀਅਤ ਕੀਤੀ। ਇਸ ਮੌਕੇ ਬੁਲਾਰਿਆਂ ਨੇ ਕਿਹਾ ਕਿ ਸਮਾਜ ਦੀ ਭਲਾਈ ਲਈ ਸਾਰਿਆਂ ਨੂੰ ਮਿਲ ਕੇ ਕੰਮ ਕਰਨਾ ਚਾਹੀਦਾ ਹੈ ਅਤੇ ਨੌਜਵਾਨਾਂ ਨੂੰ ਨਸ਼ਿਆਂ ਤੋਂ ਦੂਰ ਰੱਖਣ ਲਈ ਉਪਰਾਲੇ ਕੀਤੇ ਜਾਣੇ ਚਾਹੀਦੇ ਹਨ। ਇਸ ਮੌਕੇ ਪਿੰਡ ਦੇ ਪਤਵੰਤੇ ਸੱਜਣ ਵੀ ਹਾਜ਼ਰ ਸਨ। bbox=[442, 240, 516, 306]
masthead-photo-right bbox=[542, 12, 674, 76]
table-line bbox=[247, 675, 355, 676]
ads-rule bbox=[14, 600, 674, 601]
ad-punjab-sarkar-low-text: ਖੰਨਾ, 10 ਸਤੰਬਰ (ਪੱਤਰ ਪ੍ਰੇਰਕ)-ਇਲਾਕੇ ਦੇ ਪ੍ਰਸਿੱਧ ਸਮਾਜ ਸੇਵੀ ਅਤੇ ਧਾਰਮਿਕ ਆਗੂ ਵਲੋਂ ਅੱਜ ਇਕ ਵਿਸ਼ੇਸ਼ ਸਮਾਗਮ ਕਰਵਾਇਆ ਗਿਆ ਜਿਸ ਵਿਚ ਵੱਡੀ ਗਿਣਤੀ ਵਿਚ ਸੰਗਤ ਨੇ ਸ਼ਮੂਲੀਅਤ ਕੀਤੀ। ਇਸ ਮੌਕੇ ਬੁਲਾਰਿਆਂ ਨੇ ਕਿਹਾ ਕਿ ਸਮਾਜ ਦੀ ਭਲਾਈ ਲਈ ਸਾਰਿਆਂ ਨੂੰ ਮਿਲ ਕੇ ਕੰਮ ਕਰਨਾ ਚਾਹੀਦਾ ਹੈ ਅਤੇ ਨੌਜਵਾਨਾਂ ਨੂੰ ਨਸ਼ਿਆਂ ਤੋਂ ਦੂਰ ਰੱਖਣ ਲਈ ਉਪਰਾਲੇ ਕੀਤੇ ਜਾਣੇ ਚਾਹੀਦੇ ਹਨ। ਇਸ ਮੌਕੇ ਪਿੰਡ ਦੇ ਪਤਵੰਤੇ ਸੱਜਣ ਵੀ ਹਾਜ਼ਰ ਸਨ। bbox=[247, 911, 355, 953]
text-karjkari-col3: ਖੰਨਾ, 10 ਸਤੰਬਰ (ਪੱਤਰ ਪ੍ਰੇਰਕ)-ਇਲਾਕੇ ਦੇ ਪ੍ਰਸਿੱਧ ਸਮਾਜ ਸੇਵੀ ਅਤੇ ਧਾਰਮਿਕ ਆਗੂ ਵਲੋਂ ਅੱਜ ਇਕ ਵਿਸ਼ੇਸ਼ ਸਮਾਗਮ ਕਰਵਾਇਆ ਗਿਆ ਜਿਸ ਵਿਚ ਵੱਡੀ ਗਿਣਤੀ ਵਿਚ ਸੰਗਤ ਨੇ ਸ਼ਮੂਲੀਅਤ ਕੀਤੀ। ਇਸ ਮੌਕੇ ਬੁਲਾਰਿਆਂ ਨੇ ਕਿਹਾ ਕਿ ਸਮਾਜ ਦੀ ਭਲਾਈ ਲਈ ਸਾਰਿਆਂ ਨੂੰ ਮਿਲ ਕੇ ਕੰਮ ਕਰਨਾ ਚਾਹੀਦਾ ਹੈ ਅਤੇ ਨੌਜਵਾਨਾਂ ਨੂੰ ਨਸ਼ਿਆਂ ਤੋਂ ਦੂਰ ਰੱਖਣ ਲਈ ਉਪਰਾਲੇ ਕੀਤੇ ਜਾਣੇ ਚਾਹੀਦੇ ਹਨ। ਇਸ ਮੌਕੇ ਪਿੰਡ ਦੇ ਪਤਵੰਤੇ ਸੱਜਣ ਵੀ ਹਾਜ਼ਰ ਸਨ। bbox=[598, 240, 674, 300]
text-sant-col1: ਖੰਨਾ, 10 ਸਤੰਬਰ (ਪੱਤਰ ਪ੍ਰੇਰਕ)-ਇਲਾਕੇ ਦੇ ਪ੍ਰਸਿੱਧ ਸਮਾਜ ਸੇਵੀ ਅਤੇ ਧਾਰਮਿਕ ਆਗੂ ਵਲੋਂ ਅੱਜ ਇਕ ਵਿਸ਼ੇਸ਼ ਸਮਾਗਮ ਕਰਵਾਇਆ ਗਿਆ ਜਿਸ ਵਿਚ ਵੱਡੀ ਗਿਣਤੀ ਵਿਚ ਸੰਗਤ ਨੇ ਸ਼ਮੂਲੀਅਤ ਕੀਤੀ। ਇਸ ਮੌਕੇ ਬੁਲਾਰਿਆਂ ਨੇ ਕਿਹਾ ਕਿ ਸਮਾਜ ਦੀ ਭਲਾਈ ਲਈ ਸਾਰਿਆਂ ਨੂੰ ਮਿਲ ਕੇ ਕੰਮ ਕਰਨਾ ਚਾਹੀਦਾ ਹੈ ਅਤੇ ਨੌਜਵਾਨਾਂ ਨੂੰ ਨਸ਼ਿਆਂ ਤੋਂ ਦੂਰ ਰੱਖਣ ਲਈ ਉਪਰਾਲੇ ਕੀਤੇ ਜਾਣੇ ਚਾਹੀਦੇ ਹਨ। ਇਸ ਮੌਕੇ ਪਿੰਡ ਦੇ ਪਤਵੰਤੇ ਸੱਜਣ ਵੀ ਹਾਜ਼ਰ ਸਨ। bbox=[246, 122, 306, 201]
ad-table bbox=[247, 631, 355, 721]
photo-shop bbox=[442, 94, 674, 188]
masthead-khanna: ਖੰਨਾ bbox=[224, 26, 334, 66]
text-shakar-col1: ਖੰਨਾ, 10 ਸਤੰਬਰ (ਪੱਤਰ ਪ੍ਰੇਰਕ)-ਇਲਾਕੇ ਦੇ ਪ੍ਰਸਿੱਧ ਸਮਾਜ ਸੇਵੀ ਅਤੇ ਧਾਰਮਿਕ ਆਗੂ ਵਲੋਂ ਅੱਜ ਇਕ ਵਿਸ਼ੇਸ਼ ਸਮਾਗਮ ਕਰਵਾਇਆ ਗਿਆ ਜਿਸ ਵਿਚ ਵੱਡੀ ਗਿਣਤੀ ਵਿਚ ਸੰਗਤ ਨੇ ਸ਼ਮੂਲੀਅਤ ਕੀਤੀ। ਇਸ ਮੌਕੇ ਬੁਲਾਰਿਆਂ ਨੇ ਕਿਹਾ ਕਿ ਸਮਾਜ ਦੀ ਭਲਾਈ ਲਈ ਸਾਰਿਆਂ ਨੂੰ ਮਿਲ ਕੇ ਕੰਮ ਕਰਨਾ ਚਾਹੀਦਾ ਹੈ ਅਤੇ ਨੌਜਵਾਨਾਂ ਨੂੰ ਨਸ਼ਿਆਂ ਤੋਂ ਦੂਰ ਰੱਖਣ ਲਈ ਉਪਰਾਲੇ ਕੀਤੇ ਜਾਣੇ ਚਾਹੀਦੇ ਹਨ। ਇਸ ਮੌਕੇ ਪਿੰਡ ਦੇ ਪਤਵੰਤੇ ਸੱਜਣ ਵੀ ਹਾਜ਼ਰ ਸਨ। bbox=[278, 272, 354, 332]
file-header: 11/09/25_KH_05_Layout 1 9/11/2025 12:13 AM Page 5 bbox=[4, 0, 152, 6]
ad-lok-nirman-notice: ਨੋਟੀਫਿਕੇਸ਼ਨ bbox=[579, 637, 609, 645]
text-college-col4: ਖੰਨਾ, 10 ਸਤੰਬਰ (ਪੱਤਰ ਪ੍ਰੇਰਕ)-ਇਲਾਕੇ ਦੇ ਪ੍ਰਸਿੱਧ ਸਮਾਜ ਸੇਵੀ ਅਤੇ ਧਾਰਮਿਕ ਆਗੂ ਵਲੋਂ ਅੱਜ ਇਕ ਵਿਸ਼ੇਸ਼ ਸਮਾਗਮ ਕਰਵਾਇਆ ਗਿਆ ਜਿਸ ਵਿਚ ਵੱਡੀ ਗਿਣਤੀ ਵਿਚ ਸੰਗਤ ਨੇ ਸ਼ਮੂਲੀਅਤ ਕੀਤੀ। ਇਸ ਮੌਕੇ ਬੁਲਾਰਿਆਂ ਨੇ ਕਿਹਾ ਕਿ ਸਮਾਜ ਦੀ ਭਲਾਈ ਲਈ ਸਾਰਿਆਂ ਨੂੰ ਮਿਲ ਕੇ ਕੰਮ ਕਰਨਾ ਚਾਹੀਦਾ ਹੈ ਅਤੇ ਨੌਜਵਾਨਾਂ ਨੂੰ ਨਸ਼ਿਆਂ ਤੋਂ ਦੂਰ ਰੱਖਣ ਲਈ ਉਪਰਾਲੇ ਕੀਤੇ ਜਾਣੇ ਚਾਹੀਦੇ ਹਨ। ਇਸ ਮੌਕੇ ਪਿੰਡ ਦੇ ਪਤਵੰਤੇ ਸੱਜਣ ਵੀ ਹਾਜ਼ਰ ਸਨ। bbox=[214, 456, 274, 535]
